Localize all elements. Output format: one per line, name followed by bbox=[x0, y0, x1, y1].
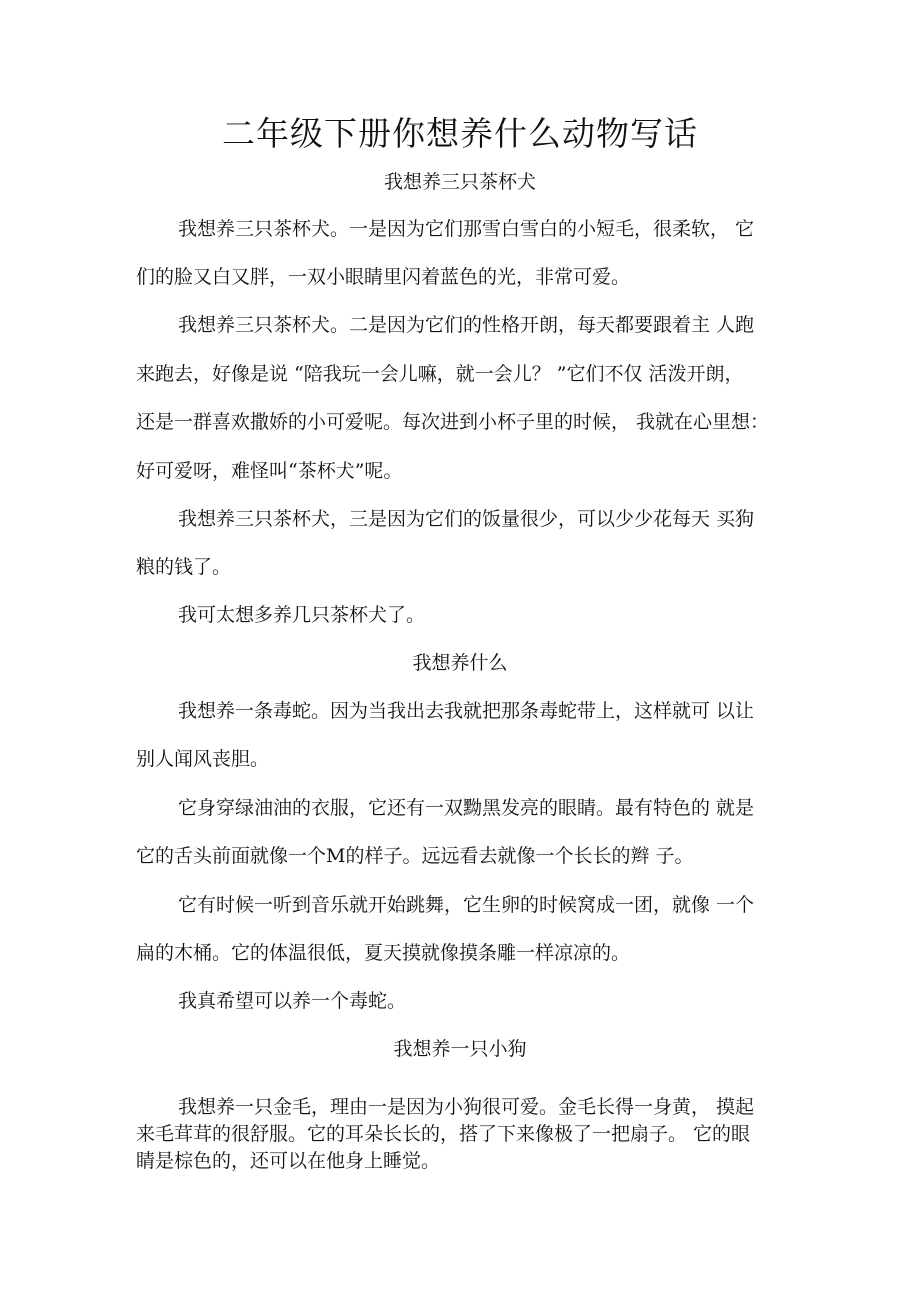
paragraph-line: 扁的木桶。它的体温很低，夏天摸就像摸条雕一样凉凉的。 bbox=[136, 942, 631, 964]
section-heading: 我想养三只茶杯犬 bbox=[383, 171, 536, 193]
paragraph-line: 来跑去，好像是说 “陪我玩一会儿嘛，就一会儿？ ”它们不仅 活泼开朗， bbox=[136, 363, 744, 385]
document-title: 二年级下册你想养什么动物写话 bbox=[222, 114, 698, 153]
paragraph-line: 们的脸又白又胖，一双小眼睛里闪着蓝色的光，非常可爱。 bbox=[136, 266, 631, 288]
paragraph-line: 别人闻风丧胆。 bbox=[136, 748, 270, 770]
paragraph-line: 来毛茸茸的很舒服。它的耳朵长长的，搭了下来像极了一把扇子。 它的眼 bbox=[136, 1123, 751, 1145]
paragraph-line: 我可太想多养几只茶杯犬了。 bbox=[178, 604, 426, 626]
paragraph-line: 它的舌头前面就像一个M的样子。远远看去就像一个长长的辫 子。 bbox=[136, 845, 694, 867]
paragraph-line: 我真希望可以养一个毒蛇。 bbox=[178, 990, 407, 1012]
paragraph-line: 它身穿绿油油的衣服，它还有一双黝黑发亮的眼睛。最有特色的 就是 bbox=[178, 797, 755, 819]
paragraph-line: 我想养三只茶杯犬。二是因为它们的性格开朗，每天都要跟着主 人跑 bbox=[178, 314, 755, 336]
paragraph-line: 还是一群喜欢撒娇的小可爱呢。每次进到小杯子里的时候， 我就在心里想： bbox=[136, 411, 770, 433]
paragraph-line: 它有时候一听到音乐就开始跳舞，它生卵的时候窝成一团，就像 一个 bbox=[178, 894, 755, 916]
section-heading: 我想养什么 bbox=[412, 652, 508, 674]
paragraph-line: 睛是棕色的，还可以在他身上睡觉。 bbox=[136, 1150, 441, 1172]
paragraph-line: 粮的钱了。 bbox=[136, 556, 232, 578]
paragraph-line: 我想养三只茶杯犬。一是因为它们那雪白雪白的小短毛，很柔软， 它 bbox=[178, 218, 755, 240]
paragraph-line: 好可爱呀，难怪叫“茶杯犬”呢。 bbox=[136, 460, 403, 482]
paragraph-line: 我想养一条毒蛇。因为当我出去我就把那条毒蛇带上，这样就可 以让 bbox=[178, 700, 755, 722]
paragraph-line: 我想养三只茶杯犬，三是因为它们的饭量很少，可以少少花每天 买狗 bbox=[178, 508, 755, 530]
paragraph-line: 我想养一只金毛，理由一是因为小狗很可爱。金毛长得一身黄， 摸起 bbox=[178, 1096, 755, 1118]
section-heading: 我想养一只小狗 bbox=[393, 1038, 527, 1060]
